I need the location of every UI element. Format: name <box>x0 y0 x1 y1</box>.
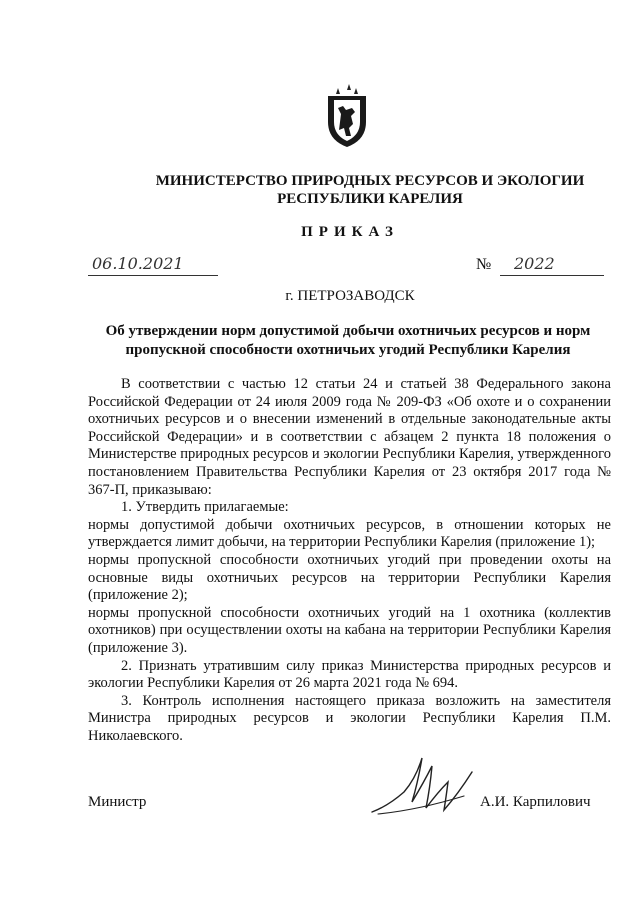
order-body <box>88 376 611 745</box>
order-subject-line2: пропускной способности охотничьих угодий Республики Карелия <box>125 342 571 358</box>
signatory-name: А.И. Карпилович <box>480 794 591 810</box>
city: г. ПЕТРОЗАВОДСК <box>285 288 415 304</box>
paragraph-item-3: 3. Контроль исполнения настоящего приказа возложить на заместителя Министра природных ресурсов и экологии Республики Карелия П.М. Николаевского. <box>88 692 611 744</box>
paragraph-preamble: В соответствии с частью 12 статьи 24 и статьей 38 Федерального закона Российской Федерации от 24 июля 2009 года № 209-ФЗ «Об охоте и о сохранении охотничьих ресурсов и о внесении изменений в отдельные законодательные акты Российской Федерации» и в соответствии с абзацем 2 пункта 18 положения о Министерстве природных ресурсов и экологии Республики Карелия, утвержденного постановлением Правительства Республики Карелия от 23 октября 2017 года № 367-П, приказываю: <box>88 376 611 498</box>
paragraph-item-2: 2. Признать утратившим силу приказ Министерства природных ресурсов и экологии Республики Карелия от 26 марта 2021 года № 694. <box>88 657 611 692</box>
paragraph-appendix-2: нормы пропускной способности охотничьих угодий при проведении охоты на основные виды охотничьих ресурсов на территории Республики Карелия (приложение 2); <box>88 551 611 604</box>
handwritten-signature-icon <box>368 752 478 822</box>
order-title: ПРИКАЗ <box>301 224 399 240</box>
ministry-name-line1: МИНИСТЕРСТВО ПРИРОДНЫХ РЕСУРСОВ И ЭКОЛОГИИ <box>155 173 585 189</box>
order-date: 06.10.2021 <box>88 254 218 276</box>
order-number: 2022 <box>500 254 604 276</box>
order-number-label: № <box>476 256 492 273</box>
signatory-title: Министр <box>88 794 147 810</box>
order-subject <box>88 322 608 360</box>
paragraph-appendix-1: нормы допустимой добычи охотничьих ресурсов, в отношении которых не утверждается лимит добычи, на территории Республики Карелия (приложение 1); <box>88 516 611 551</box>
order-subject-line1: Об утверждении норм допустимой добычи охотничьих ресурсов и норм <box>105 323 591 339</box>
ministry-name <box>80 172 640 208</box>
paragraph-item-1: 1. Утвердить прилагаемые: <box>121 499 289 516</box>
karelia-coat-of-arms-icon <box>322 84 372 148</box>
ministry-name-line2: РЕСПУБЛИКИ КАРЕЛИЯ <box>277 191 463 207</box>
paragraph-appendix-3: нормы пропускной способности охотничьих угодий на 1 охотника (коллектив охотников) при осуществлении охоты на кабана на территории Республики Карелия (приложение 3). <box>88 604 611 656</box>
